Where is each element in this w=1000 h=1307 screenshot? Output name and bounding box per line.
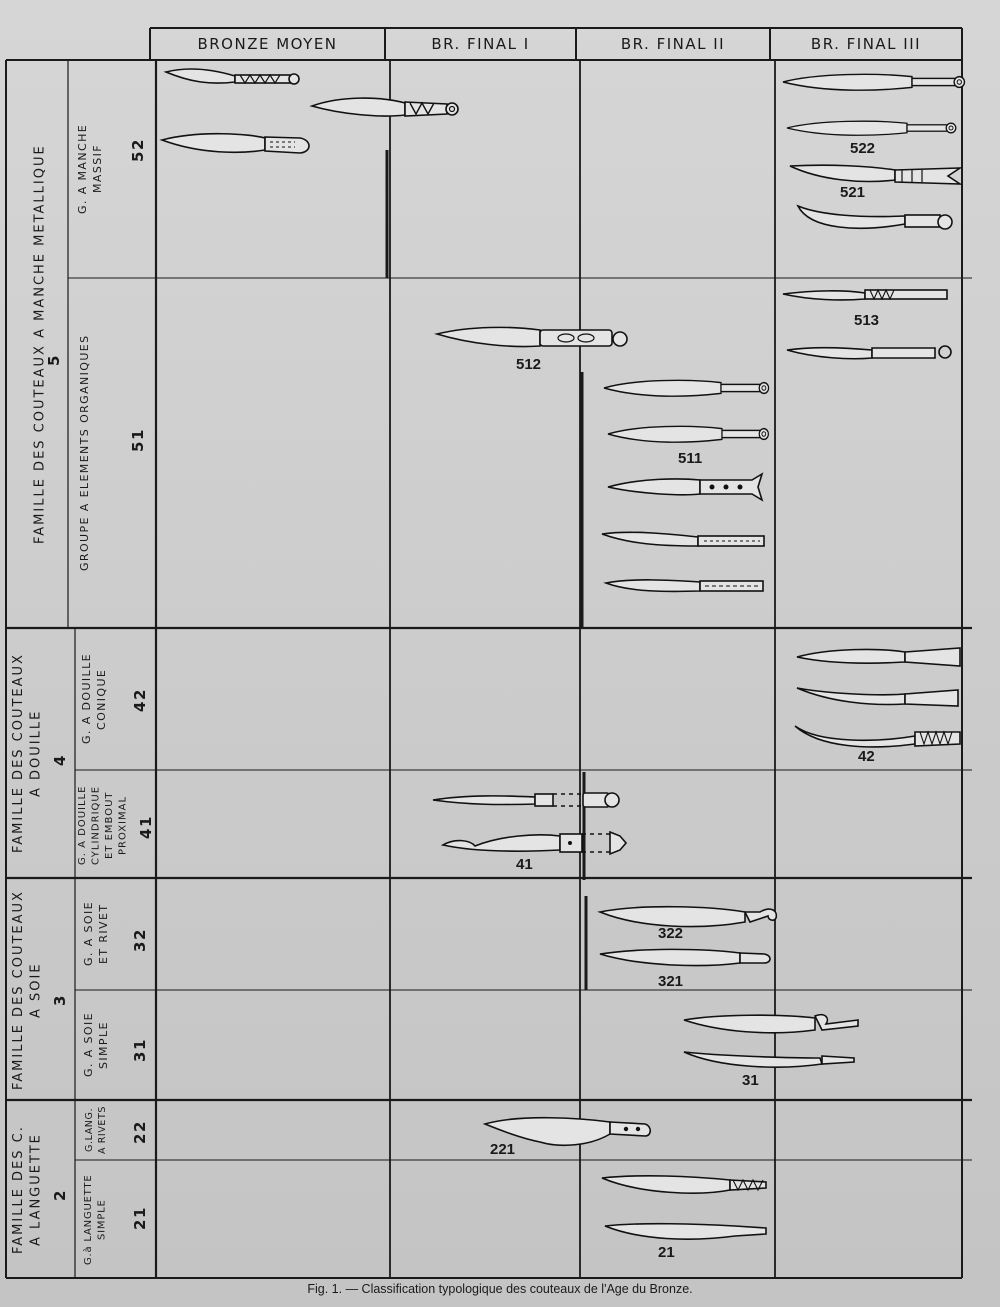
group-51-label: GROUPE A ELEMENTS ORGANIQUES [78, 334, 91, 572]
type-label-322: 322 [658, 925, 684, 942]
type-label-522: 522 [850, 140, 876, 157]
knife-bronze-moyen-3 [162, 134, 309, 153]
group-21-label: G.à LANGUETTE SIMPLE [83, 1174, 108, 1266]
group-41-number: 41 [137, 814, 155, 840]
knife-42 [795, 726, 960, 747]
type-label-221: 221 [490, 1141, 516, 1158]
type-label-42: 42 [858, 748, 875, 765]
knife-21 [605, 1224, 766, 1239]
family-4-number: 4 [51, 753, 69, 767]
header-br-final-1: BR. FINAL I [431, 35, 530, 53]
type-label-511: 511 [678, 450, 703, 467]
knife-41a [433, 793, 619, 807]
knife-513a [783, 290, 947, 300]
group-21-number: 21 [131, 1205, 149, 1231]
family-5-label: FAMILLE DES COUTEAUX A MANCHE METALLIQUE [32, 144, 48, 544]
group-22-number: 22 [131, 1119, 149, 1145]
group-51-number: 51 [129, 427, 147, 453]
knife-21a [602, 1176, 766, 1193]
type-label-513: 513 [854, 312, 880, 329]
type-label-31: 31 [742, 1072, 759, 1089]
knife-511 [608, 426, 768, 442]
knife-511d [602, 532, 764, 546]
knife-512 [437, 327, 627, 346]
type-label-321: 321 [658, 973, 684, 990]
knife-511c [608, 474, 762, 500]
knife-322 [600, 907, 776, 927]
type-label-512: 512 [516, 356, 542, 373]
knife-521 [790, 165, 960, 184]
knife-513b [787, 346, 951, 359]
group-31-number: 31 [131, 1037, 149, 1063]
knife-321 [600, 949, 770, 965]
group-22-label: G.LANG. A RIVETS [84, 1105, 108, 1155]
family-2-number: 2 [51, 1188, 69, 1202]
group-42-label: G. A DOUILLE CONIQUE [80, 653, 108, 745]
header-br-final-2: BR. FINAL II [620, 35, 726, 53]
knife-42b [797, 688, 958, 706]
family-4-label: FAMILLE DES COUTEAUX A DOUILLE [11, 653, 44, 853]
group-31-label: G. A SOIE SIMPLE [82, 1012, 110, 1078]
group-41-label: G. A DOUILLE CYLINDRIQUE ET EMBOUT PROXIMAL [77, 785, 129, 865]
knife-42a [797, 648, 960, 666]
header-bronze-moyen: BRONZE MOYEN [197, 35, 338, 53]
type-label-41: 41 [516, 856, 533, 873]
knife-bronze-moyen-2 [312, 98, 458, 116]
knife-31a [684, 1015, 858, 1033]
family-5-number: 5 [45, 353, 63, 367]
knife-522a [783, 74, 964, 90]
knife-511a [604, 380, 769, 396]
family-2-label: FAMILLE DES C. A LANGUETTE [11, 1125, 44, 1255]
type-label-521: 521 [840, 184, 866, 201]
knife-511e [606, 580, 763, 592]
group-52-number: 52 [129, 137, 147, 163]
family-3-label: FAMILLE DES COUTEAUX A SOIE [11, 890, 44, 1090]
group-52-label: G. A MANCHE MASSIF [76, 123, 104, 215]
group-42-number: 42 [131, 687, 149, 713]
knife-bronze-moyen-1 [166, 69, 299, 84]
group-32-number: 32 [131, 927, 149, 953]
knife-521b [798, 206, 952, 229]
header-br-final-3: BR. FINAL III [810, 35, 922, 53]
figure-caption: Fig. 1. — Classification typologique des couteaux de l'Age du Bronze. [307, 1282, 693, 1296]
knife-41 [443, 832, 626, 854]
family-3-number: 3 [51, 993, 69, 1007]
type-label-21: 21 [658, 1244, 675, 1261]
knife-522 [787, 121, 956, 135]
knife-31 [684, 1052, 854, 1067]
group-32-label: G. A SOIE ET RIVET [82, 901, 110, 967]
